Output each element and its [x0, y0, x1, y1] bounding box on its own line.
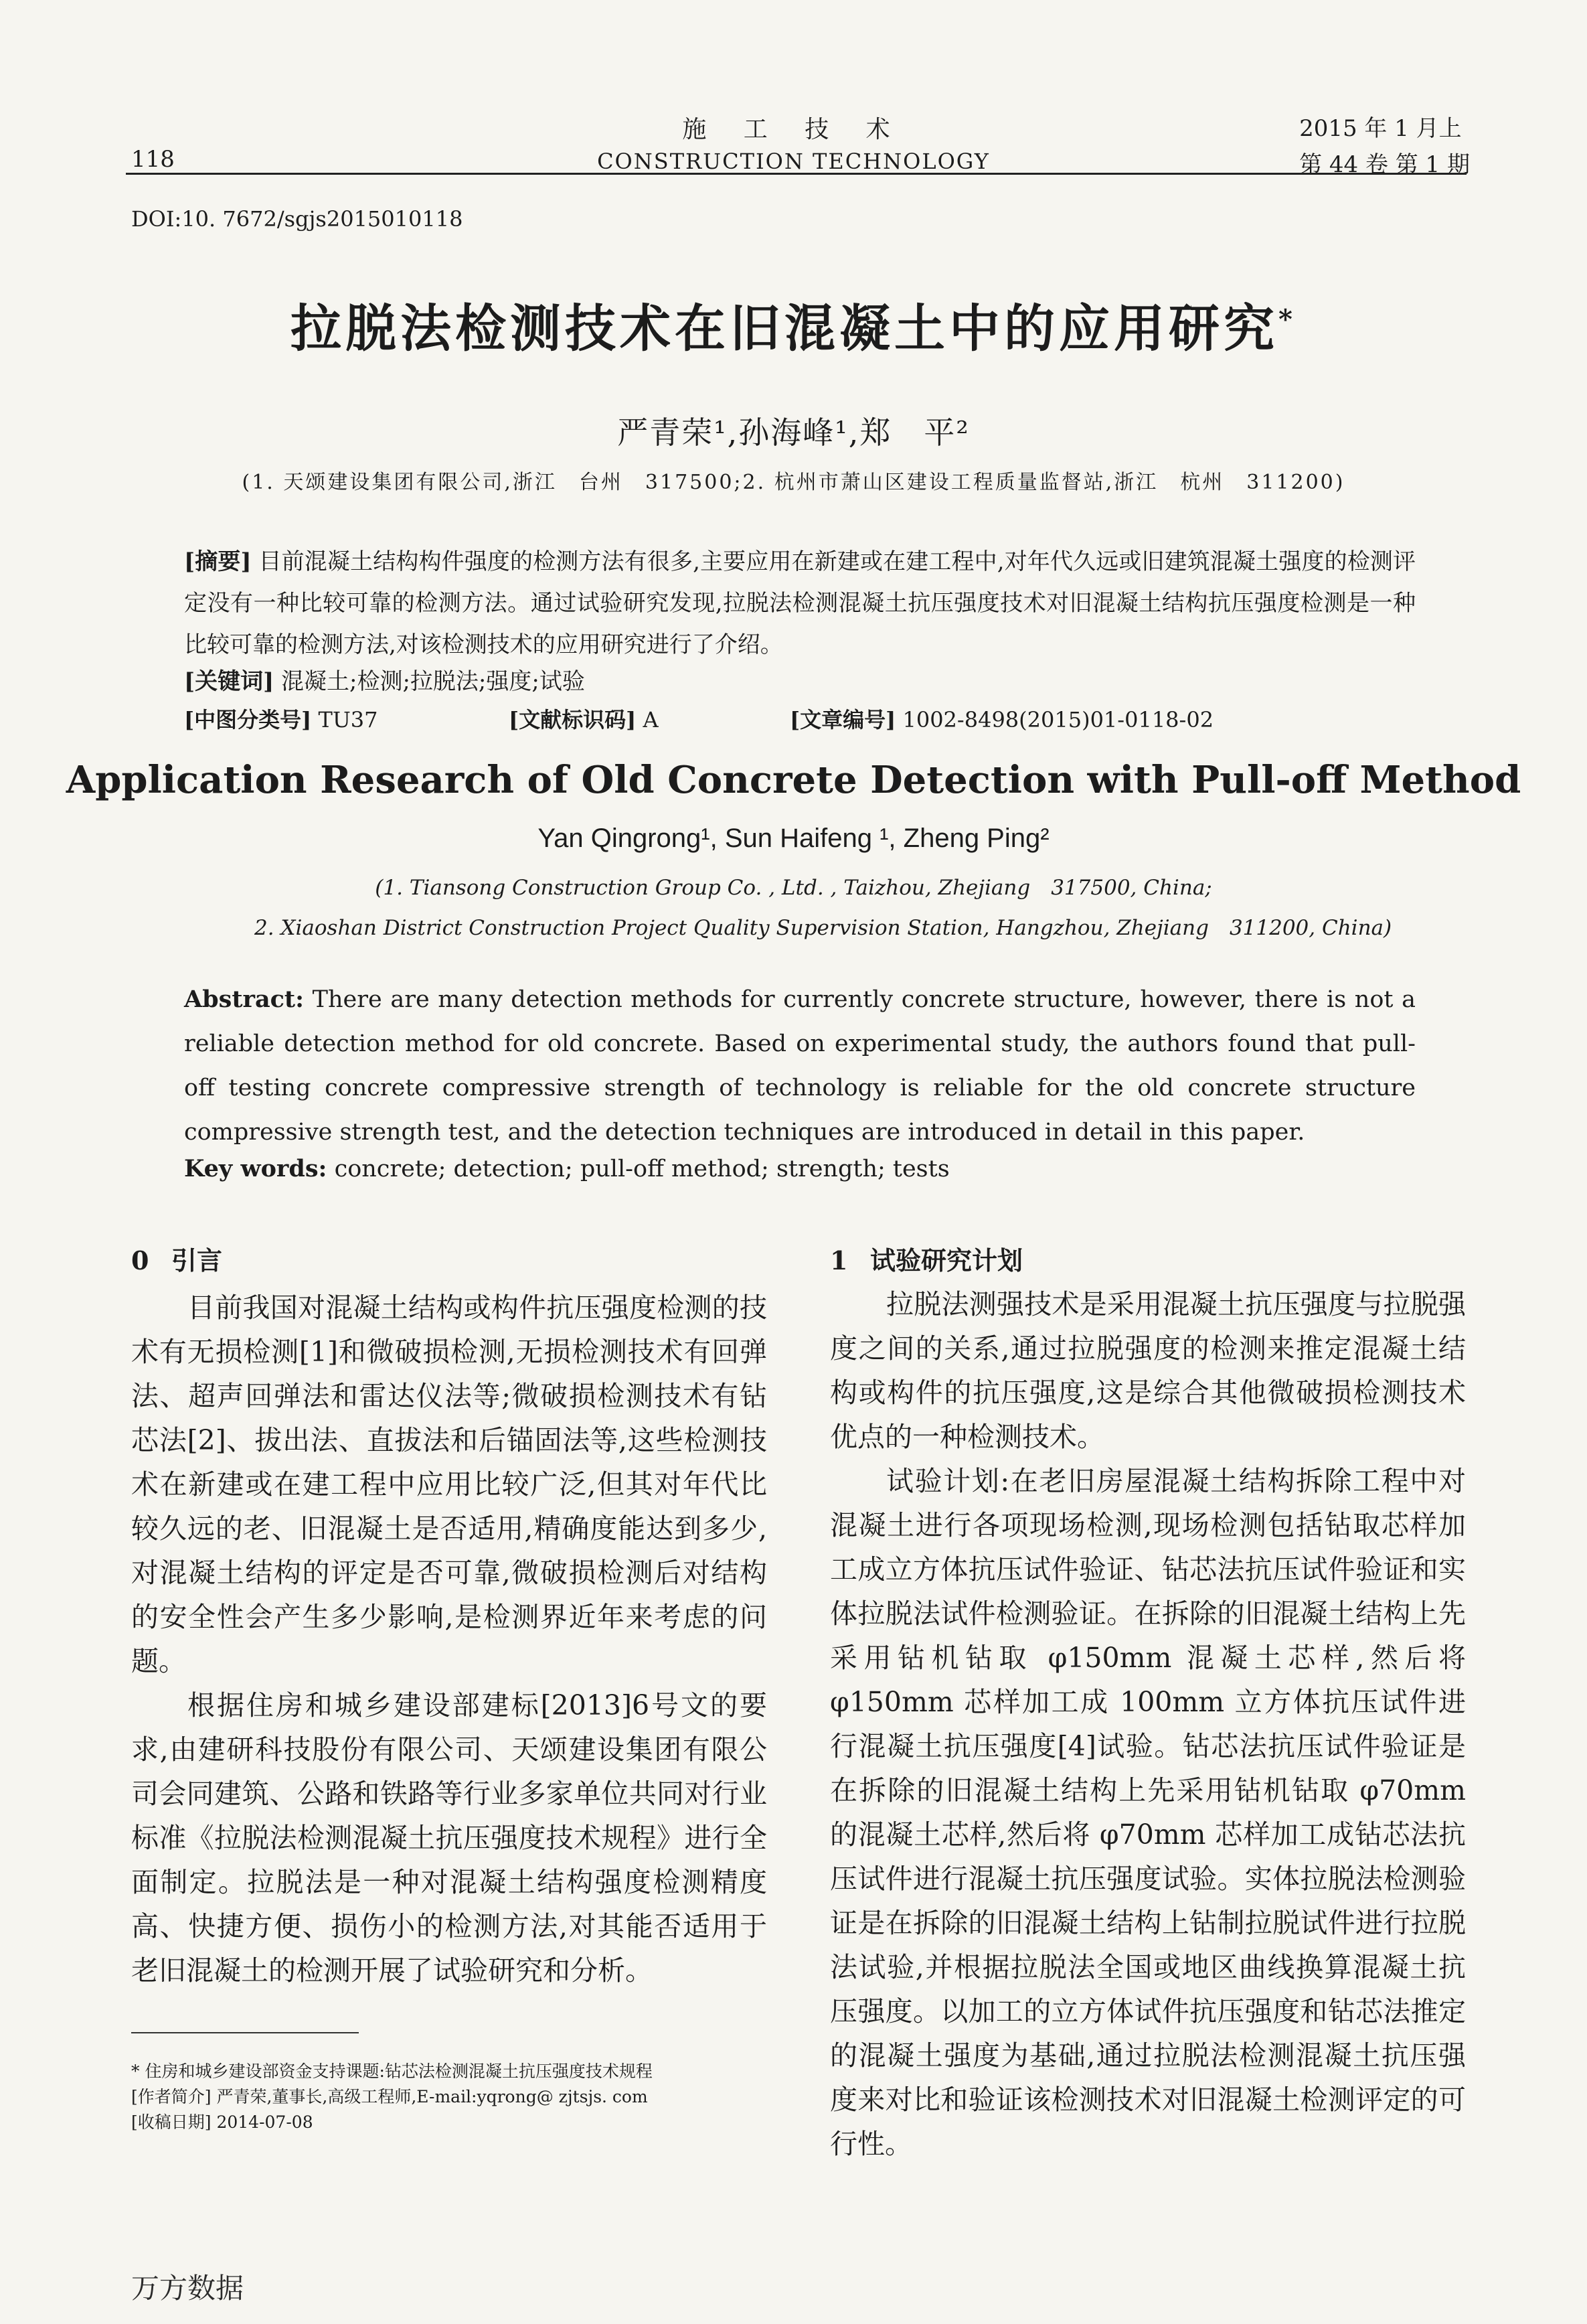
section-1-paragraph-2: 试验计划:在老旧房屋混凝土结构拆除工程中对混凝土进行各项现场检测,现场检测包括钻取芯样加工成立方体抗压试件验证、钻芯法抗压试件验证和实体拉脱法试件检测验证。在拆除的旧混凝土结构上先采用钻机钻取 φ150mm 混凝土芯样,然后将 φ150mm 芯样加工成 100mm 立方体抗压试件进行混凝土抗压强度[4]试验。钻芯法抗压试件验证是在拆除的旧混凝土结构上先采用钻机钻取 φ70mm 的混凝土芯样,然后将 φ70mm 芯样加工成钻芯法抗压试件进行混凝土抗压强度试验。实体拉脱法检测验证是在拆除的旧混凝土结构上钻制拉脱试件进行拉脱法试验,并根据拉脱法全国或地区曲线换算混凝土抗压强度。以加工的立方体试件抗压强度和钻芯法推定的混凝土强度为基础,通过拉脱法检测混凝土抗压强度来对比和验证该检测技术对旧混凝土检测评定的可行性。	[830, 1465, 1466, 2160]
section-0-number: 0	[131, 1245, 149, 1275]
doi: DOI:10. 7672/sgjs2015010118	[131, 206, 463, 232]
paper-title	[0, 288, 1587, 361]
clc-code	[184, 703, 378, 734]
footnotes	[131, 2059, 774, 2135]
left-column	[131, 1245, 767, 1993]
header-rule	[126, 173, 1467, 175]
section-1-title: 试验研究计划	[870, 1245, 1023, 1275]
article-number	[790, 703, 1214, 734]
cn-keywords-label: [关键词]	[184, 668, 274, 695]
english-keywords-text: concrete; detection; pull-off method; strength; tests	[334, 1156, 950, 1182]
issue-info	[1299, 110, 1470, 183]
english-authors: Yan Qingrong¹, Sun Haifeng ¹, Zheng Ping²	[537, 824, 1050, 853]
document-code-value: A	[643, 707, 659, 732]
english-affiliation-1: (1. Tiansong Construction Group Co. , Ltd. , Taizhou, Zhejiang 317500, China;	[375, 876, 1212, 900]
english-keywords-label: Key words:	[184, 1155, 327, 1182]
section-0-heading	[131, 1239, 222, 1283]
clc-value: TU37	[318, 707, 378, 732]
cn-keywords	[184, 663, 585, 696]
english-affiliation-2: 2. Xiaoshan District Construction Project Quality Supervision Station, Hangzhou, Zhejiang 311200, China)	[254, 916, 1392, 940]
document-code	[509, 703, 659, 734]
clc-label: [中图分类号]	[184, 707, 312, 732]
wanfang-watermark: 万方数据	[131, 2272, 244, 2305]
english-abstract-text: There are many detection methods for currently concrete structure, however, there is not a reliable detection method for old concrete. Based on experimental study, the authors found that pull-off testing concrete compressive strength of technology is reliable for the old concrete structure compressive strength test, and the detection techniques are introduced in detail in this paper.	[184, 986, 1416, 1146]
author-note: [作者简介] 严青荣,董事长,高级工程师,E-mail:yqrong@ zjtsjs. com	[131, 2087, 648, 2106]
page-number: 118	[131, 146, 175, 173]
document-code-label: [文献标识码]	[509, 707, 637, 732]
section-1-number: 1	[830, 1245, 848, 1275]
cn-abstract-text: 目前混凝土结构构件强度的检测方法有很多,主要应用在新建或在建工程中,对年代久远或旧建筑混凝土强度的检测评定没有一种比较可靠的检测方法。通过试验研究发现,拉脱法检测混凝土抗压强度技术对旧混凝土结构抗压强度检测是一种比较可靠的检测方法,对该检测技术的应用研究进行了介绍。	[184, 548, 1416, 658]
authors: 严青荣¹,孙海峰¹,郑 平²	[617, 414, 970, 451]
section-1-heading	[830, 1239, 1023, 1283]
article-number-value: 1002-8498(2015)01-0118-02	[902, 707, 1214, 732]
english-keywords	[184, 1155, 950, 1182]
section-0-title: 引言	[171, 1245, 223, 1275]
issue-volume: 第 44 卷 第 1 期	[1299, 151, 1470, 178]
english-title: Application Research of Old Concrete Detection with Pull-off Method	[66, 758, 1521, 802]
journal-name-cn: 施 工 技 术	[682, 116, 905, 143]
section-1-paragraph-1: 拉脱法测强技术是采用混凝土抗压强度与拉脱强度之间的关系,通过拉脱强度的检测来推定混凝土结构或构件的抗压强度,这是综合其他微破损检测技术优点的一种检测技术。	[830, 1288, 1466, 1453]
journal-name-en: CONSTRUCTION TECHNOLOGY	[597, 149, 990, 174]
title-footnote-mark: *	[1278, 303, 1297, 335]
footnote-rule	[131, 2032, 359, 2033]
fund-note: * 住房和城乡建设部资金支持课题:钻芯法检测混凝土抗压强度技术规程	[131, 2062, 653, 2081]
english-abstract	[184, 978, 1416, 1154]
right-column	[830, 1245, 1466, 2166]
cn-abstract	[184, 541, 1416, 666]
cn-abstract-label: [摘要]	[184, 548, 252, 575]
affiliations: (1. 天颂建设集团有限公司,浙江 台州 317500;2. 杭州市萧山区建设工程质量监督站,浙江 杭州 311200)	[242, 471, 1345, 494]
english-abstract-label: Abstract:	[184, 986, 305, 1013]
section-0-paragraph-1: 目前我国对混凝土结构或构件抗压强度检测的技术有无损检测[1]和微破损检测,无损检测技术有回弹法、超声回弹法和雷达仪法等;微破损检测技术有钻芯法[2]、拔出法、直拔法和后锚固法等,这些检测技术在新建或在建工程中应用比较广泛,但其对年代比较久远的老、旧混凝土是否适用,精确度能达到多少,对混凝土结构的评定是否可靠,微破损检测后对结构的安全性会产生多少影响,是检测界近年来考虑的问题。	[131, 1292, 767, 1677]
received-date: [收稿日期] 2014-07-08	[131, 2112, 313, 2132]
cn-keywords-text: 混凝土;检测;拉脱法;强度;试验	[281, 668, 585, 695]
paper-title-text: 拉脱法检测技术在旧混凝土中的应用研究	[290, 299, 1279, 358]
issue-date: 2015 年 1 月上	[1299, 115, 1462, 142]
section-0-paragraph-2: 根据住房和城乡建设部建标[2013]6号文的要求,由建研科技股份有限公司、天颂建设集团有限公司会同建筑、公路和铁路等行业多家单位共同对行业标准《拉脱法检测混凝土抗压强度技术规程》进行全面制定。拉脱法是一种对混凝土结构强度检测精度高、快捷方便、损伤小的检测方法,对其能否适用于老旧混凝土的检测开展了试验研究和分析。	[131, 1689, 767, 1987]
article-number-label: [文章编号]	[790, 707, 896, 732]
